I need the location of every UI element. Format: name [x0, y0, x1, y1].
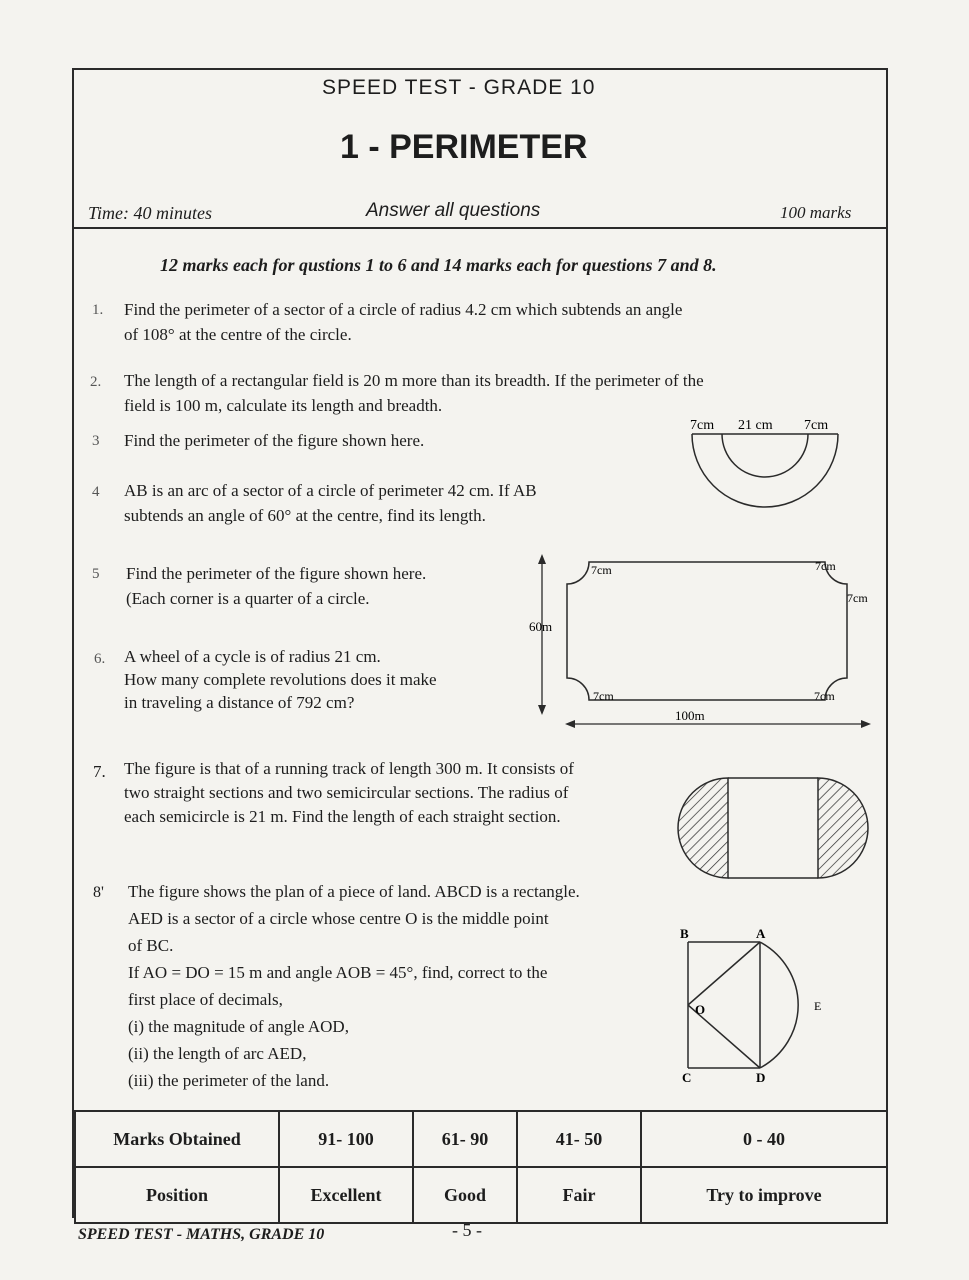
- figure-3-label-right: 7cm: [804, 418, 829, 433]
- topic-title: 1 - PERIMETER: [340, 128, 588, 166]
- figure-8-label-c: C: [682, 1070, 692, 1085]
- question-8-number: 8': [93, 884, 104, 901]
- footer-title: SPEED TEST - MATHS, GRADE 10: [78, 1226, 325, 1243]
- table-cell: Excellent: [279, 1167, 413, 1223]
- figure-3-label-left: 7cm: [690, 418, 715, 433]
- question-8-line-2: AED is a sector of a circle whose centre O is the middle point: [128, 909, 549, 928]
- figure-5-label-right-top: 7cm: [847, 591, 868, 605]
- table-row: [75, 1167, 887, 1223]
- question-7: [124, 757, 684, 829]
- question-1-number: 1.: [92, 302, 104, 318]
- figure-5-label-top: 7cm: [815, 559, 836, 573]
- table-cell: Good: [413, 1167, 517, 1223]
- figure-7-running-track: [670, 770, 876, 886]
- figure-5-label-left-bottom: 7cm: [593, 689, 614, 703]
- question-6-line-2: How many complete revolutions does it make: [124, 670, 437, 689]
- table-cell: 91- 100: [279, 1111, 413, 1167]
- question-2: [124, 368, 854, 418]
- figure-8-land-plan: [670, 922, 840, 1090]
- header-divider: [72, 227, 886, 229]
- question-6-number: 6.: [94, 651, 106, 667]
- figure-5-height-label: 60m: [529, 619, 553, 634]
- figure-8-label-d: D: [756, 1070, 766, 1085]
- question-5-line-2: (Each corner is a quarter of a circle.: [126, 589, 370, 608]
- page-number: - 5 -: [452, 1220, 482, 1240]
- table-cell: Position: [75, 1167, 279, 1223]
- table-cell: Marks Obtained: [75, 1111, 279, 1167]
- question-8-part-ii: (ii) the length of arc AED,: [128, 1044, 307, 1063]
- question-7-number: 7.: [93, 762, 106, 781]
- table-cell: Fair: [517, 1167, 641, 1223]
- question-4-number: 4: [92, 484, 100, 500]
- question-3-number: 3: [92, 433, 100, 449]
- question-4-line-1: AB is an arc of a sector of a circle of perimeter 42 cm. If AB: [124, 481, 537, 500]
- time-allowed: Time: 40 minutes: [88, 203, 212, 223]
- question-6: [124, 645, 524, 714]
- question-5-line-1: Find the perimeter of the figure shown here.: [126, 564, 427, 583]
- figure-8-label-o: O: [695, 1002, 706, 1017]
- question-8-line-4: If AO = DO = 15 m and angle AOB = 45°, find, correct to the: [128, 963, 548, 982]
- figure-5-label-right-bottom: 7cm: [814, 689, 835, 703]
- question-1-line-1: Find the perimeter of a sector of a circle of radius 4.2 cm which subtends an angle: [124, 300, 683, 319]
- question-7-line-2: two straight sections and two semicircular sections. The radius of: [124, 783, 569, 802]
- instruction: Answer all questions: [366, 200, 541, 221]
- total-marks: 100 marks: [780, 203, 852, 222]
- figure-5-rounded-rectangle: [525, 550, 880, 735]
- marks-position-table: [74, 1110, 888, 1224]
- question-2-line-1: The length of a rectangular field is 20 m more than its breadth. If the perimeter of the: [124, 371, 704, 390]
- table-cell: 61- 90: [413, 1111, 517, 1167]
- question-5: [126, 561, 526, 611]
- question-5-number: 5: [92, 566, 100, 582]
- question-8-line-3: of BC.: [128, 936, 174, 955]
- question-1-line-2: of 108° at the centre of the circle.: [124, 325, 352, 344]
- test-title: SPEED TEST - GRADE 10: [322, 76, 596, 99]
- question-8-part-i: (i) the magnitude of angle AOD,: [128, 1017, 349, 1036]
- question-3-line-1: Find the perimeter of the figure shown here.: [124, 431, 425, 450]
- question-8-part-iii: (iii) the perimeter of the land.: [128, 1071, 330, 1090]
- question-6-line-3: in traveling a distance of 792 cm?: [124, 693, 355, 712]
- figure-8-label-b: B: [680, 926, 689, 941]
- figure-8-label-a: A: [756, 926, 766, 941]
- figure-5-label-left-top: 7cm: [591, 563, 612, 577]
- figure-3-label-middle: 21 cm: [738, 418, 773, 433]
- question-8-line-5: first place of decimals,: [128, 990, 283, 1009]
- question-3: [124, 428, 424, 453]
- question-4: [124, 478, 684, 528]
- figure-8-label-e: E: [814, 999, 822, 1013]
- table-row: [75, 1111, 887, 1167]
- question-2-line-2: field is 100 m, calculate its length and breadth.: [124, 396, 443, 415]
- question-7-line-3: each semicircle is 21 m. Find the length of each straight section.: [124, 807, 561, 826]
- figure-5-width-label: 100m: [675, 708, 705, 723]
- question-1: [124, 297, 824, 347]
- question-8: [128, 878, 688, 1094]
- figure-3-semicircle-band: [680, 412, 850, 512]
- table-cell: 0 - 40: [641, 1111, 887, 1167]
- marks-note: 12 marks each for qustions 1 to 6 and 14 marks each for questions 7 and 8.: [160, 255, 717, 275]
- question-8-line-1: The figure shows the plan of a piece of land. ABCD is a rectangle.: [128, 882, 580, 901]
- table-cell: 41- 50: [517, 1111, 641, 1167]
- question-6-line-1: A wheel of a cycle is of radius 21 cm.: [124, 647, 381, 666]
- question-4-line-2: subtends an angle of 60° at the centre, find its length.: [124, 506, 486, 525]
- question-2-number: 2.: [90, 374, 102, 390]
- table-cell: Try to improve: [641, 1167, 887, 1223]
- question-7-line-1: The figure is that of a running track of length 300 m. It consists of: [124, 759, 574, 778]
